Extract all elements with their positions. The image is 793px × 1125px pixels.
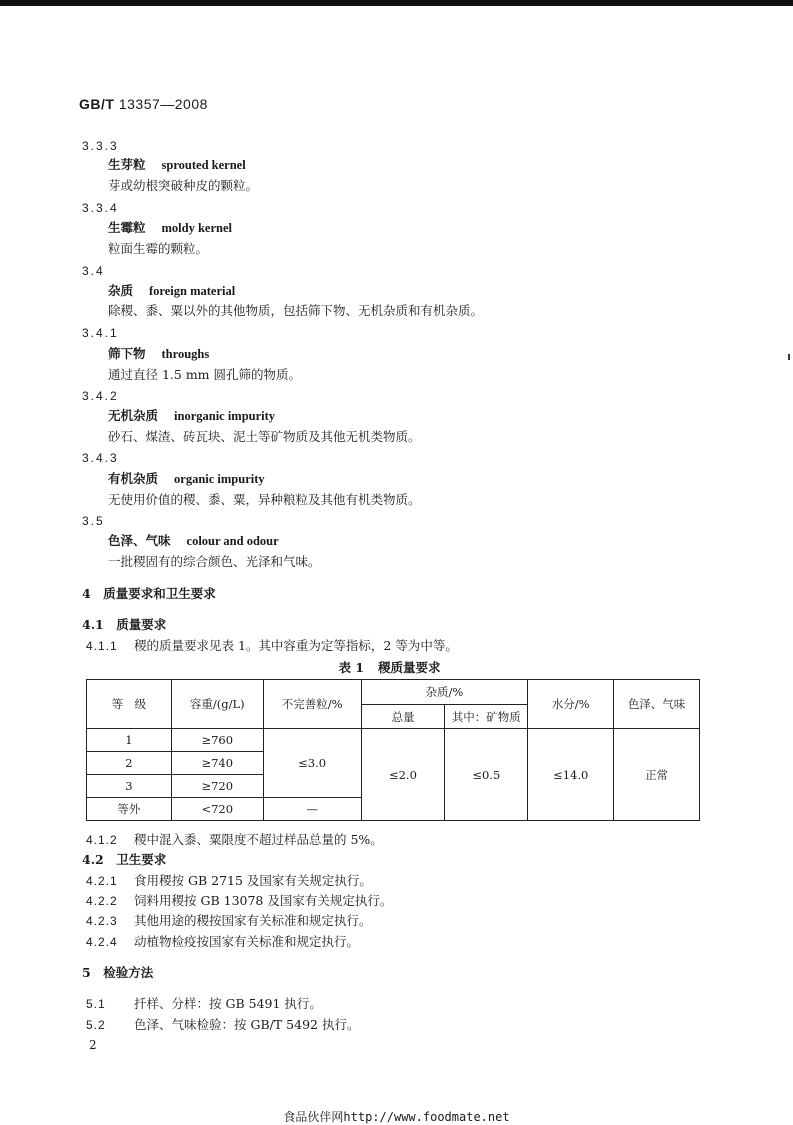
- clause-number: 4.2.3: [86, 914, 118, 928]
- table-caption-title: 稷质量要求: [378, 660, 441, 675]
- grade-cell: 1: [87, 729, 172, 752]
- table-caption-number: 表 1: [338, 660, 365, 675]
- term-en: sprouted kernel: [161, 158, 246, 172]
- clause-5-2: [86, 1017, 359, 1033]
- standard-code: [79, 96, 208, 112]
- header-moisture: 水分/%: [528, 680, 614, 729]
- standard-prefix: GB/T: [79, 96, 115, 112]
- term-title: [108, 220, 232, 236]
- term-title: [108, 471, 265, 487]
- section-5-heading: 5 检验方法: [82, 965, 154, 980]
- term-definition: 一批稷固有的综合颜色、光泽和气味。: [108, 554, 321, 569]
- term-definition: 通过直径 1.5 mm 圆孔筛的物质。: [108, 367, 302, 382]
- grade-cell: 3: [87, 775, 172, 798]
- header-impurity-mineral: 其中：矿物质: [445, 705, 528, 729]
- term-definition: 粒面生霉的颗粒。: [108, 241, 209, 256]
- clause-number: 4.2.2: [86, 894, 118, 908]
- term-title: [108, 346, 209, 362]
- clause-4-1-1: [86, 638, 458, 654]
- clause-number: 5.1: [86, 997, 106, 1011]
- header-grade: 等 级: [87, 680, 172, 729]
- clause-4-1-2: [86, 832, 383, 848]
- clause-4-2-3: [86, 913, 372, 929]
- term-title: [108, 408, 275, 424]
- clause-text: 饲料用稷按 GB 13078 及国家有关规定执行。: [134, 893, 393, 908]
- term-en: moldy kernel: [161, 221, 232, 235]
- section-4-1-heading: 4.1 质量要求: [82, 617, 167, 632]
- standard-number: 13357—2008: [118, 96, 208, 112]
- scan-mark: [788, 354, 790, 360]
- term-definition: 芽或幼根突破种皮的颗粒。: [108, 178, 259, 193]
- clause-number: 4.2.1: [86, 874, 118, 888]
- header-impurity: 杂质/%: [361, 680, 528, 705]
- density-cell: ≥760: [171, 729, 263, 752]
- clause-text: 动植物检疫按国家有关标准和规定执行。: [134, 934, 360, 949]
- term-title: [108, 157, 246, 173]
- colour-cell: 正常: [614, 729, 700, 821]
- clause-number: 4.1.1: [86, 639, 118, 653]
- header-imperfect: 不完善粒/%: [263, 680, 361, 729]
- scan-top-edge: [0, 0, 793, 6]
- imperfect-outgrade-cell: —: [263, 798, 361, 821]
- clause-text: 食用稷按 GB 2715 及国家有关规定执行。: [134, 873, 372, 888]
- impurity-mineral-cell: ≤0.5: [445, 729, 528, 821]
- clause-text: 稷中混入黍、粟限度不超过样品总量的 5%。: [134, 832, 383, 847]
- table-row: [87, 729, 700, 752]
- imperfect-cell: ≤3.0: [263, 729, 361, 798]
- density-cell: ≥720: [171, 775, 263, 798]
- table-caption: [0, 658, 793, 676]
- term-cn: 生霉粒: [108, 220, 146, 235]
- term-en: colour and odour: [186, 534, 279, 548]
- footer-watermark: 食品伙伴网http://www.foodmate.net: [283, 1110, 510, 1124]
- density-cell: <720: [171, 798, 263, 821]
- clause-5-1: [86, 996, 322, 1012]
- term-en: throughs: [161, 347, 210, 361]
- clause-number: 5.2: [86, 1018, 106, 1032]
- moisture-cell: ≤14.0: [528, 729, 614, 821]
- term-number: 3.3.4: [82, 201, 119, 215]
- header-impurity-total: 总量: [361, 705, 445, 729]
- quality-requirements-table: [86, 679, 700, 821]
- term-en: foreign material: [149, 284, 236, 298]
- term-cn: 色泽、气味: [108, 533, 171, 548]
- impurity-total-cell: ≤2.0: [361, 729, 445, 821]
- clause-number: 4.1.2: [86, 833, 118, 847]
- term-number: 3.4.3: [82, 451, 119, 465]
- clause-number: 4.2.4: [86, 935, 118, 949]
- clause-text: 稷的质量要求见表 1。其中容重为定等指标，2 等为中等。: [134, 638, 458, 653]
- term-cn: 有机杂质: [108, 471, 159, 486]
- term-title: [108, 533, 279, 549]
- term-number: 3.5: [82, 514, 105, 528]
- term-title: [108, 283, 235, 299]
- clause-4-2-2: [86, 893, 392, 909]
- section-4-heading: 4 质量要求和卫生要求: [82, 586, 216, 601]
- page-number: 2: [89, 1038, 97, 1052]
- clause-text: 其他用途的稷按国家有关标准和规定执行。: [134, 913, 372, 928]
- clause-text: 扦样、分样：按 GB 5491 执行。: [134, 996, 322, 1011]
- term-cn: 无机杂质: [108, 408, 159, 423]
- grade-cell: 等外: [87, 798, 172, 821]
- clause-text: 色泽、气味检验：按 GB/T 5492 执行。: [134, 1017, 360, 1032]
- term-definition: 除稷、黍、粟以外的其他物质，包括筛下物、无机杂质和有机杂质。: [108, 303, 484, 318]
- header-colour: 色泽、气味: [614, 680, 700, 729]
- term-definition: 砂石、煤渣、砖瓦块、泥土等矿物质及其他无机类物质。: [108, 429, 421, 444]
- term-number: 3.3.3: [82, 139, 119, 153]
- clause-4-2-4: [86, 934, 359, 950]
- term-number: 3.4.2: [82, 389, 119, 403]
- density-cell: ≥740: [171, 752, 263, 775]
- term-en: inorganic impurity: [174, 409, 276, 423]
- term-en: organic impurity: [174, 472, 265, 486]
- term-cn: 筛下物: [108, 346, 146, 361]
- grade-cell: 2: [87, 752, 172, 775]
- header-density: 容重/(g/L): [171, 680, 263, 729]
- term-cn: 生芽粒: [108, 157, 146, 172]
- term-number: 3.4.1: [82, 326, 119, 340]
- term-definition: 无使用价值的稷、黍、粟，异种粮粒及其他有机类物质。: [108, 492, 421, 507]
- term-cn: 杂质: [108, 283, 134, 298]
- section-4-2-heading: 4.2 卫生要求: [82, 852, 167, 867]
- term-number: 3.4: [82, 264, 105, 278]
- clause-4-2-1: [86, 873, 372, 889]
